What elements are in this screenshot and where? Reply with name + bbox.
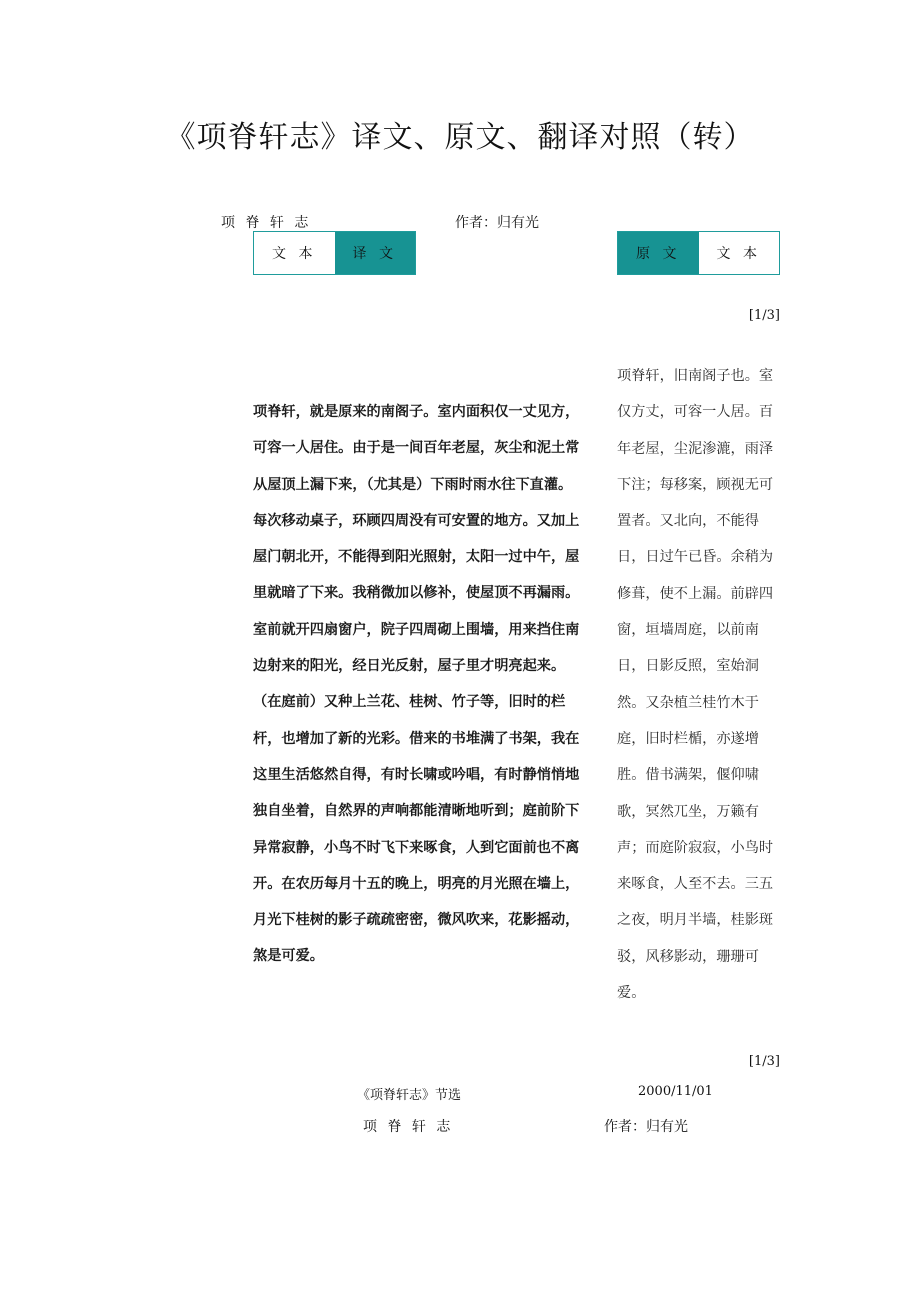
tab-translation[interactable]: 译 文	[335, 232, 416, 274]
footer-author: 作者：归有光	[604, 1119, 688, 1135]
original-line: 驳，风移影动，珊珊可	[617, 948, 759, 965]
original-line: 项脊轩，旧南阁子也。室	[617, 368, 774, 384]
original-line: 然。又杂植兰桂竹木于	[617, 694, 759, 711]
original-line: 置者。又北向，不能得	[617, 513, 759, 530]
translation-line: 屋门朝北开，不能得到阳光照射，太阳一过中午，屋	[253, 549, 580, 566]
original-line: 日，日影反照，室始洞	[617, 658, 759, 675]
original-line: 来啄食，人至不去。三五	[617, 876, 774, 893]
tab-text[interactable]: 文 本	[254, 232, 335, 274]
left-tab-group	[253, 231, 416, 275]
original-line: 修葺，使不上漏。前辟四	[617, 585, 774, 602]
document-title: 《项脊轩志》译文、原文、翻译对照（转）	[165, 120, 755, 155]
translation-line: 从屋顶上漏下来，（尤其是）下雨时雨水往下直灌。	[253, 476, 573, 493]
original-line: 下注；每移案，顾视无可	[617, 476, 774, 493]
original-line: 仅方丈，可容一人居。百	[617, 404, 774, 421]
original-line: 窗，垣墙周庭，以前南	[617, 622, 759, 639]
translation-line: 异常寂静，小鸟不时飞下来啄食，人到它面前也不离	[253, 839, 580, 856]
original-line: 爱。	[617, 985, 646, 1002]
translation-line: 开。在农历每月十五的晚上，明亮的月光照在墙上，	[253, 875, 580, 892]
original-line: 日，日过午已昏。余稍为	[617, 549, 774, 566]
original-text	[617, 358, 777, 1011]
original-line: 歌，冥然兀坐，万籁有	[617, 803, 759, 820]
page-indicator-bottom: [1/3]	[748, 1054, 780, 1069]
translation-line: 室前就开四扇窗户，院子四周砌上围墙，用来挡住南	[253, 621, 580, 638]
translation-line: 这里生活悠然自得，有时长啸或吟唱，有时静悄悄地	[253, 766, 580, 783]
author-label: 作者：归有光	[455, 215, 539, 231]
translation-line: （在庭前）又种上兰花、桂树、竹子等，旧时的栏	[253, 694, 566, 711]
translation-line: 项脊轩，就是原来的南阁子。室内面积仅一丈见方，	[253, 404, 580, 420]
translation-text	[253, 394, 581, 975]
translation-line: 煞是可爱。	[253, 948, 324, 965]
original-line: 庭，旧时栏楯，亦遂增	[617, 730, 759, 747]
footer-work-title: 项 脊 轩 志	[363, 1119, 454, 1135]
tab-text-right[interactable]: 文 本	[699, 232, 780, 274]
footer-excerpt-title: 《项脊轩志》节选	[357, 1088, 462, 1103]
original-line: 胜。借书满架，偃仰啸	[617, 767, 759, 784]
translation-line: 可容一人居住。由于是一间百年老屋，灰尘和泥土常	[253, 440, 580, 457]
original-line: 声；而庭阶寂寂，小鸟时	[617, 839, 774, 856]
tab-original[interactable]: 原 文	[618, 232, 699, 274]
translation-line: 边射来的阳光，经日光反射，屋子里才明亮起来。	[253, 658, 566, 675]
translation-line: 杆，也增加了新的光彩。借来的书堆满了书架，我在	[253, 730, 580, 747]
translation-line: 里就暗了下来。我稍微加以修补，使屋顶不再漏雨。	[253, 585, 580, 602]
right-tab-group	[617, 231, 780, 275]
translation-line: 独自坐着，自然界的声响都能清晰地听到；庭前阶下	[253, 803, 580, 820]
work-title: 项 脊 轩 志	[221, 215, 312, 231]
original-line: 年老屋，尘泥渗漉，雨泽	[617, 440, 774, 457]
page-indicator-top: [1/3]	[748, 308, 780, 323]
footer-date: 2000/11/01	[638, 1084, 713, 1099]
original-line: 之夜，明月半墙，桂影斑	[617, 912, 774, 929]
translation-line: 每次移动桌子，环顾四周没有可安置的地方。又加上	[253, 512, 580, 529]
translation-line: 月光下桂树的影子疏疏密密，微风吹来，花影摇动，	[253, 912, 580, 929]
